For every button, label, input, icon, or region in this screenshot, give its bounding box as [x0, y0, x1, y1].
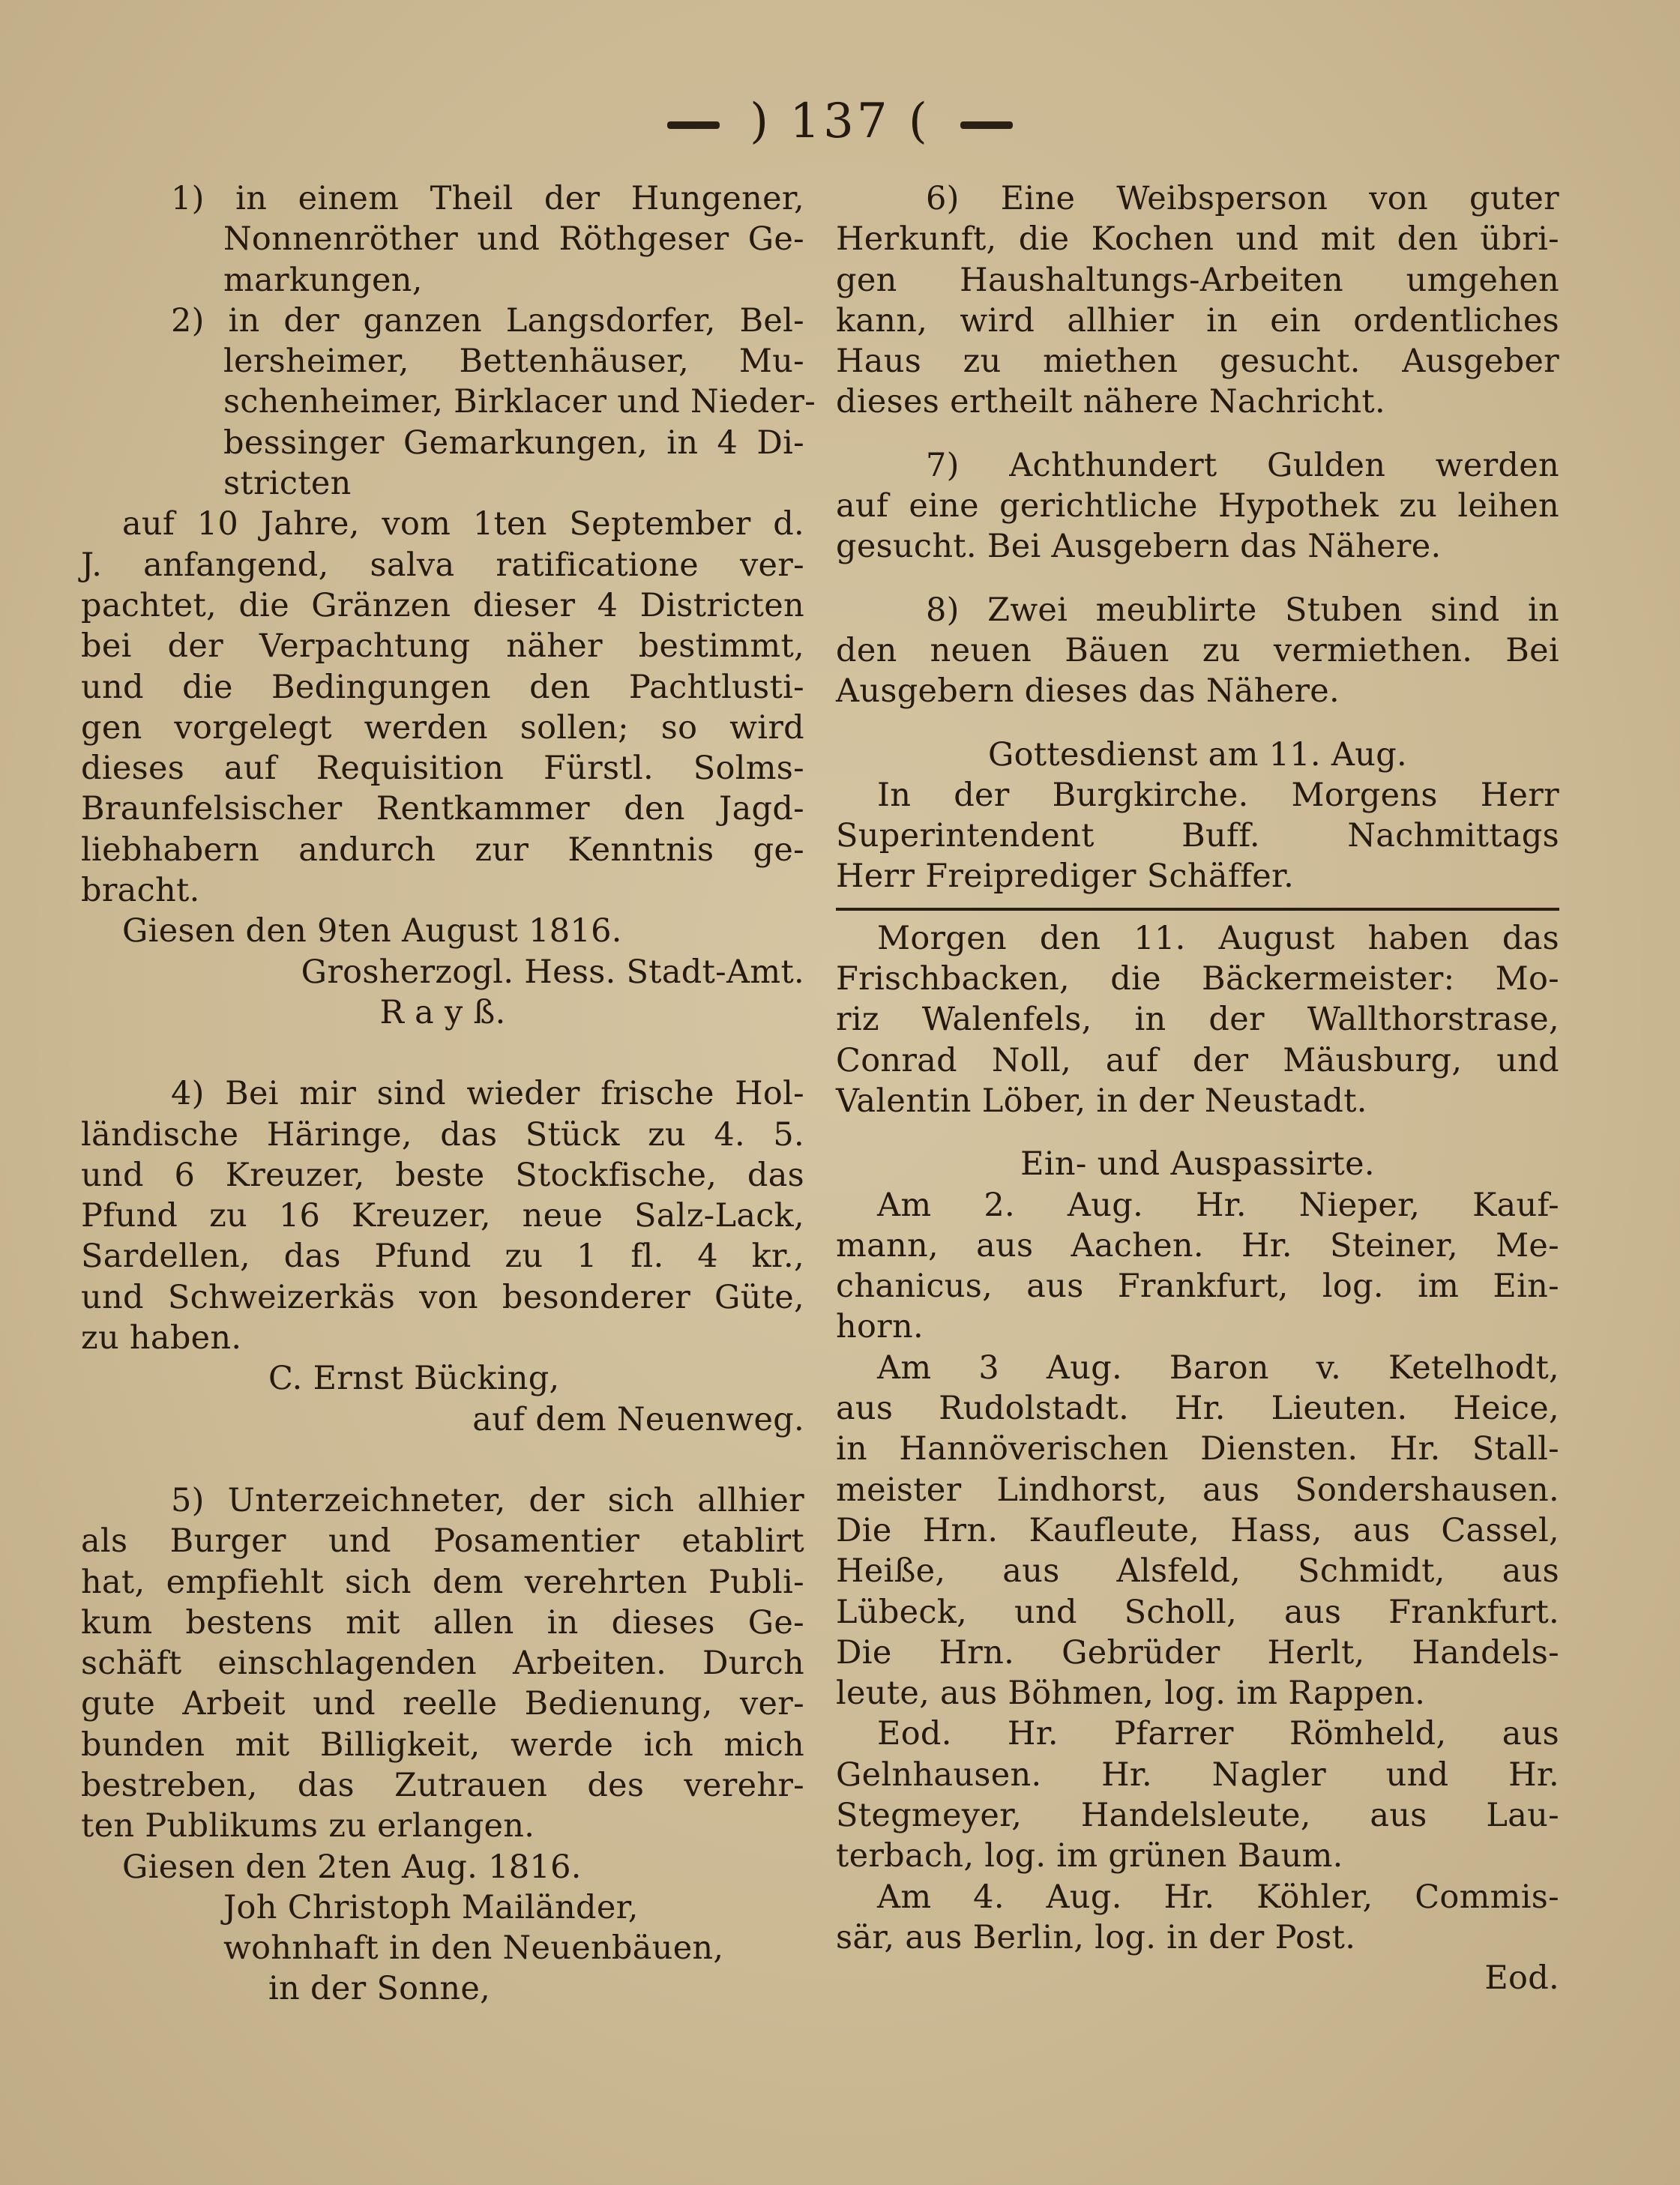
text-line: Haus zu miethen gesucht. Ausgeber [836, 343, 1559, 381]
text-line: leute, aus Böhmen, log. im Rappen. [836, 1675, 1426, 1713]
text-line: 5) Unterzeichneter, der sich allhier [171, 1481, 804, 1519]
text-line: Grosherzogl. Hess. Stadt-Amt. [301, 953, 804, 991]
text-line: dieses auf Requisition Fürstl. Solms- [81, 750, 804, 788]
text-line: markungen, [223, 261, 423, 299]
text-line: und Schweizerkäs von besonderer Güte, [81, 1278, 804, 1316]
text-line: Joh Christoph Mailänder, [223, 1888, 639, 1926]
text-line: Heiße, aus Alsfeld, Schmidt, aus [836, 1552, 1559, 1591]
header-ornament-left [667, 121, 720, 129]
text-line: horn. [836, 1308, 924, 1346]
text-line: sär, aus Berlin, log. in der Post. [836, 1918, 1356, 1956]
paragraph-gap [836, 1121, 1559, 1144]
text-line: schäft einschlagenden Arbeiten. Durch [81, 1645, 804, 1683]
text-line: in der Sonne, [268, 1970, 491, 2008]
section-divider [836, 908, 1559, 911]
paragraph-gap [836, 423, 1559, 445]
text-line: 7) Achthundert Gulden werden [926, 446, 1559, 484]
text-line: und 6 Kreuzer, beste Stockfische, das [81, 1156, 804, 1194]
text-line: Ein- und Auspassirte. [1020, 1145, 1375, 1184]
paragraph-gap [836, 712, 1559, 735]
text-line: Lübeck, und Scholl, aus Frankfurt. [836, 1593, 1559, 1631]
text-line: den neuen Bäuen zu vermiethen. Bei [836, 631, 1559, 669]
text-line: Gottesdienst am 11. Aug. [987, 735, 1408, 774]
text-line: Giesen den 2ten Aug. 1816. [122, 1848, 582, 1886]
text-line: bestreben, das Zutrauen des verehr- [81, 1766, 804, 1804]
page-header [0, 94, 1680, 149]
text-line: Frischbacken, die Bäckermeister: Mo- [836, 960, 1559, 998]
text-line: bessinger Gemarkungen, in 4 Di- [223, 424, 804, 462]
text-line: zu haben. [81, 1319, 242, 1357]
right-column [836, 178, 1559, 1998]
text-line: 1) in einem Theil der Hungener, [171, 180, 804, 217]
text-line: Eod. [1484, 1959, 1559, 1998]
page-number: ) 137 ( [750, 94, 930, 149]
text-line: 8) Zwei meublirte Stuben sind in [926, 591, 1559, 629]
text-line: Conrad Noll, auf der Mäusburg, und [836, 1041, 1559, 1079]
text-line: kann, wird allhier in ein ordentliches [836, 301, 1559, 340]
text-line: Stegmeyer, Handelsleute, aus Lau- [836, 1796, 1559, 1834]
text-line: Ausgebern dieses das Nähere. [836, 672, 1340, 711]
text-line: Pfund zu 16 Kreuzer, neue Salz-Lack, [81, 1197, 804, 1235]
text-line: kum bestens mit allen in dieses Ge- [81, 1603, 804, 1642]
text-line: gen vorgelegt werden sollen; so wird [81, 708, 804, 747]
text-line: auf dem Neuenweg. [472, 1400, 804, 1438]
header-ornament-right [960, 121, 1013, 129]
text-line: bunden mit Billigkeit, werde ich mich [81, 1726, 804, 1764]
text-line: 2) in der ganzen Langsdorfer, Bel- [171, 301, 804, 340]
text-line: als Burger und Posamentier etablirt [81, 1522, 804, 1561]
text-line: Morgen den 11. August haben das [877, 919, 1559, 957]
text-line: terbach, log. im grünen Baum. [836, 1837, 1343, 1875]
text-line: lersheimer, Bettenhäuser, Mu- [223, 343, 804, 381]
text-line: meister Lindhorst, aus Sondershausen. [836, 1471, 1559, 1509]
text-line: in Hannöverischen Diensten. Hr. Stall- [836, 1430, 1559, 1468]
text-line: Am 2. Aug. Hr. Nieper, Kauf- [877, 1186, 1559, 1224]
text-line: Braunfelsischer Rentkammer den Jagd- [81, 790, 804, 828]
text-line: Die Hrn. Kaufleute, Hass, aus Cassel, [836, 1511, 1559, 1549]
text-line: riz Walenfels, in der Wallthorstrase, [836, 1001, 1559, 1039]
text-line: ten Publikums zu erlangen. [81, 1807, 535, 1845]
text-line: pachtet, die Gränzen dieser 4 Districten [81, 586, 804, 624]
text-line: schenheimer, Birklacer und Nieder- [223, 383, 816, 421]
text-line: auf 10 Jahre, vom 1ten September d. [122, 505, 804, 543]
paragraph-gap [81, 1033, 804, 1073]
text-line: Die Hrn. Gebrüder Herlt, Handels- [836, 1633, 1559, 1672]
text-line: Herkunft, die Kochen und mit den übri- [836, 220, 1559, 259]
text-line: ländische Häringe, das Stück zu 4. 5. [81, 1115, 804, 1154]
text-line: Nonnenröther und Röthgeser Ge- [223, 220, 804, 259]
text-line: Am 4. Aug. Hr. Köhler, Commis- [877, 1878, 1559, 1916]
text-line: Gelnhausen. Hr. Nagler und Hr. [836, 1755, 1559, 1794]
text-line: auf eine gerichtliche Hypothek zu leihen [836, 487, 1559, 525]
paragraph-gap [81, 1440, 804, 1480]
text-line: dieses ertheilt nähere Nachricht. [836, 383, 1385, 421]
text-line: J. anfangend, salva ratificatione ver- [81, 546, 804, 584]
text-line: chanicus, aus Frankfurt, log. im Ein- [836, 1268, 1559, 1306]
text-line: 4) Bei mir sind wieder frische Hol- [171, 1075, 804, 1113]
text-line: bei der Verpachtung näher bestimmt, [81, 627, 804, 666]
text-line: liebhabern andurch zur Kenntnis ge- [81, 831, 804, 869]
text-line: hat, empfiehlt sich dem verehrten Publi- [81, 1563, 804, 1601]
text-line: wohnhaft in den Neuenbäuen, [223, 1929, 724, 1968]
text-line: Superintendent Buff. Nachmittags [836, 817, 1559, 855]
text-line: Giesen den 9ten August 1816. [122, 912, 622, 950]
left-column [81, 178, 816, 2010]
text-line: In der Burgkirche. Morgens Herr [877, 776, 1559, 814]
text-line: aus Rudolstadt. Hr. Lieuten. Heice, [836, 1390, 1559, 1428]
text-line: C. Ernst Bücking, [268, 1360, 560, 1398]
text-line: stricten [223, 465, 352, 503]
text-line: Herr Freiprediger Schäffer. [836, 858, 1295, 896]
text-line: Am 3 Aug. Baron v. Ketelhodt, [877, 1348, 1559, 1387]
text-line: R a y ß. [379, 993, 506, 1031]
text-line: und die Bedingungen den Pachtlusti- [81, 668, 804, 706]
text-line: 6) Eine Weibsperson von guter [926, 180, 1559, 217]
text-line: gen Haushaltungs-Arbeiten umgehen [836, 261, 1559, 299]
text-line: mann, aus Aachen. Hr. Steiner, Me- [836, 1226, 1559, 1265]
text-line: gute Arbeit und reelle Bedienung, ver- [81, 1685, 804, 1723]
text-line: Valentin Löber, in der Neustadt. [836, 1082, 1367, 1120]
paragraph-gap [836, 567, 1559, 590]
text-line: bracht. [81, 872, 200, 910]
text-line: Eod. Hr. Pfarrer Römheld, aus [877, 1715, 1559, 1753]
text-line: gesucht. Bei Ausgebern das Nähere. [836, 528, 1442, 566]
text-line: Sardellen, das Pfund zu 1 fl. 4 kr., [81, 1238, 804, 1276]
